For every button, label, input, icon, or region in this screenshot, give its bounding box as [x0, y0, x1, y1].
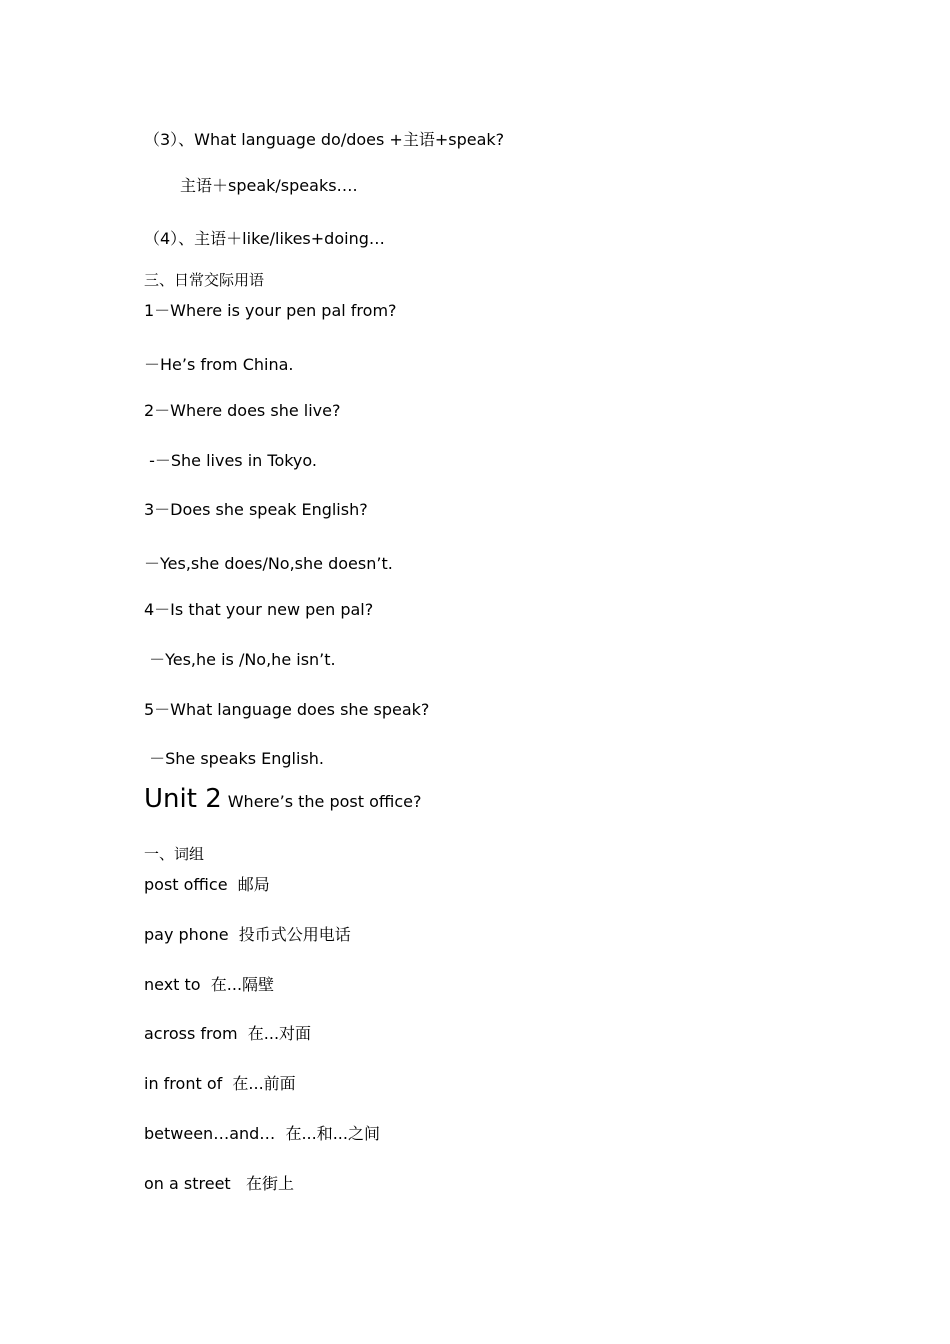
section-heading-phrases: 一、词组	[144, 845, 205, 863]
phrase-item: between…and… 在...和...之间	[144, 1124, 380, 1143]
unit-number: Unit 2	[144, 784, 222, 814]
grammar-item-4: （4）、主语＋like/likes+doing…	[144, 229, 385, 248]
phrase-item: on a street 在街上	[144, 1174, 294, 1193]
phrase-item: in front of 在...前面	[144, 1074, 296, 1093]
dialog-line: 3－Does she speak English?	[144, 500, 368, 519]
phrase-item: across from 在...对面	[144, 1024, 312, 1043]
dialog-line: －Yes,he is /No,he isn’t.	[144, 650, 336, 669]
dialog-line: －Yes,she does/No,she doesn’t.	[144, 554, 393, 573]
dialog-line: －He’s from China.	[144, 355, 294, 374]
dialog-line: 1－Where is your pen pal from?	[144, 301, 397, 320]
grammar-item-3: （3）、What language do/does +主语+speak?	[144, 130, 505, 149]
unit-heading	[144, 784, 422, 814]
section-heading-daily-expressions: 三、日常交际用语	[144, 271, 265, 289]
dialog-line: 4－Is that your new pen pal?	[144, 600, 374, 619]
dialog-line: 5－What language does she speak?	[144, 700, 430, 719]
phrase-item: next to 在...隔壁	[144, 975, 275, 994]
dialog-line: －She speaks English.	[144, 749, 325, 768]
phrase-item: post office 邮局	[144, 875, 270, 894]
dialog-line: 2－Where does she live?	[144, 401, 341, 420]
unit-title: Where’s the post office?	[227, 792, 422, 811]
dialog-line: -－She lives in Tokyo.	[144, 451, 317, 470]
phrase-item: pay phone 投币式公用电话	[144, 925, 351, 944]
grammar-item-3-answer: 主语＋speak/speaks….	[180, 176, 358, 195]
